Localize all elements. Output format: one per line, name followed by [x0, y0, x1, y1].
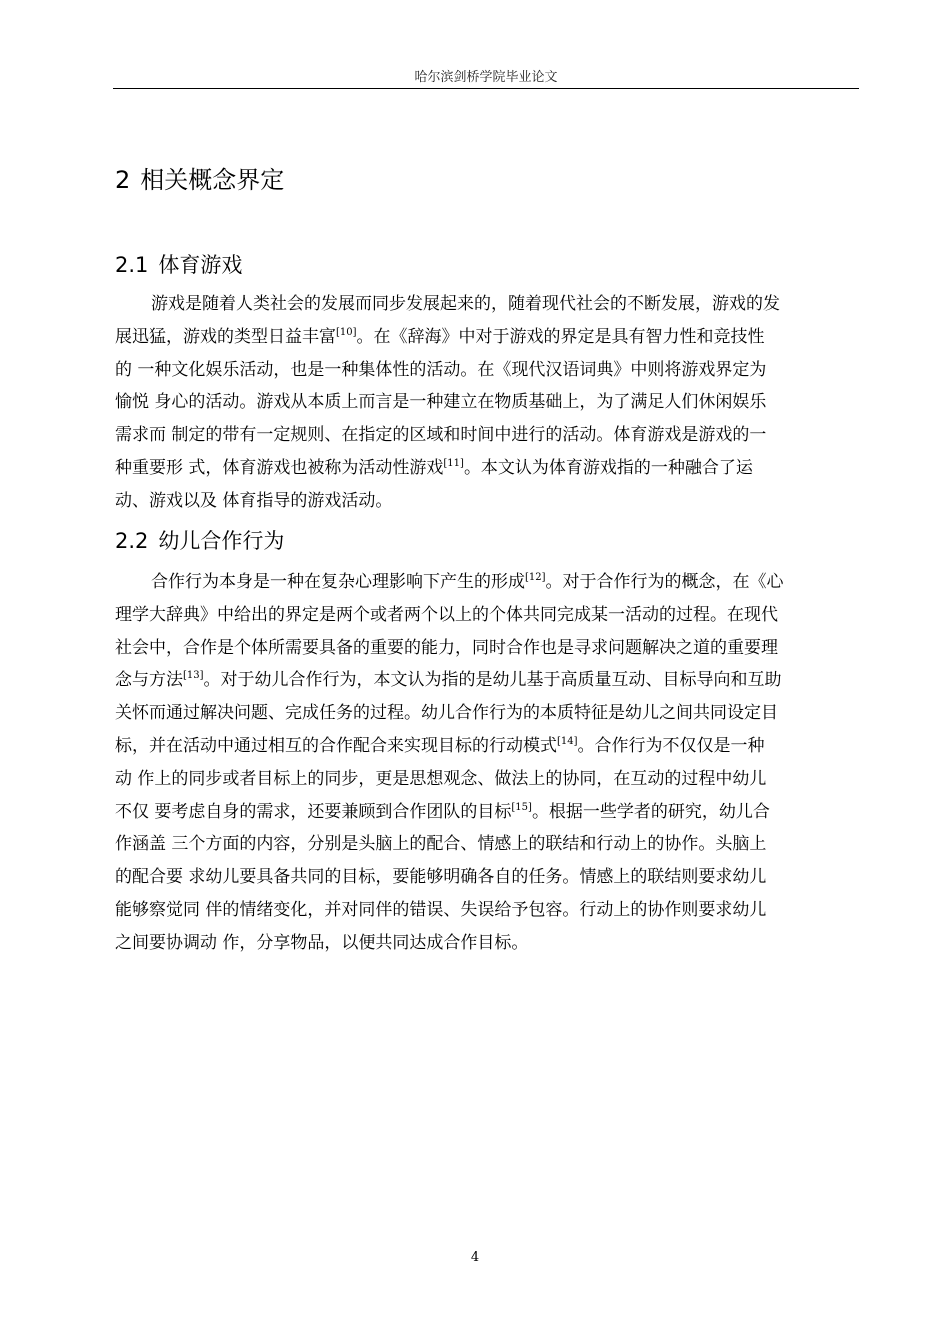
paragraph-line: 展迅猛，游戏的类型日益丰富[10]。在《辞海》中对于游戏的界定是具有智力性和竞技性	[115, 326, 765, 347]
header-divider	[113, 88, 859, 89]
section-heading-2-2	[115, 525, 284, 555]
paragraph-line: 的 一种文化娱乐活动，也是一种集体性的活动。在《现代汉语词典》中则将游戏界定为	[115, 359, 767, 380]
paragraph-line: 之间要协调动 作，分享物品，以便共同达成合作目标。	[115, 932, 529, 953]
paragraph-line: 不仅 要考虑自身的需求，还要兼顾到合作团队的目标[15]。根据一些学者的研究，幼儿合	[115, 801, 770, 822]
paragraph-line: 标，并在活动中通过相互的合作配合来实现目标的行动模式[14]。合作行为不仅仅是一种	[115, 735, 765, 756]
paragraph-line: 作涵盖 三个方面的内容，分别是头脑上的配合、情感上的联结和行动上的协作。头脑上	[115, 834, 767, 855]
paragraph-line: 需求而 制定的带有一定规则、在指定的区域和时间中进行的活动。体育游戏是游戏的一	[115, 425, 767, 446]
paragraph-line: 动 作上的同步或者目标上的同步，更是思想观念、做法上的协同，在互动的过程中幼儿	[115, 768, 767, 789]
paragraph-line: 理学大辞典》中给出的界定是两个或者两个以上的个体共同完成某一活动的过程。在现代	[115, 604, 778, 625]
paragraph-line: 游戏是随着人类社会的发展而同步发展起来的，随着现代社会的不断发展，游戏的发	[151, 294, 780, 314]
page-number: 4	[470, 1250, 480, 1265]
paragraph-line: 关怀而通过解决问题、完成任务的过程。幼儿合作行为的本质特征是幼儿之间共同设定目	[115, 703, 778, 724]
section-heading-2-1	[115, 249, 242, 279]
paragraph-line: 种重要形 式，体育游戏也被称为活动性游戏[11]。本文认为体育游戏指的一种融合了运	[115, 457, 753, 478]
running-header: 哈尔滨剑桥学院毕业论文	[414, 70, 558, 85]
paragraph-line: 能够察觉同 伴的情绪变化，并对同伴的错误、失误给予包容。行动上的协作则要求幼儿	[115, 899, 767, 920]
citation-ref: [11]	[443, 457, 464, 469]
paragraph-line: 念与方法[13]。对于幼儿合作行为，本文认为指的是幼儿基于高质量互动、目标导向和互助	[115, 670, 782, 691]
chapter-title: 相关概念界定	[140, 166, 285, 194]
paragraph-line: 动、游戏以及 体育指导的游戏活动。	[115, 490, 393, 511]
chapter-heading	[115, 160, 284, 195]
citation-ref: [13]	[183, 670, 204, 682]
section-number: 2.1	[115, 253, 149, 277]
section-2-1-paragraph	[115, 288, 860, 518]
paragraph-line: 社会中，合作是个体所需要具备的重要的能力，同时合作也是寻求问题解决之道的重要理	[115, 637, 778, 658]
paragraph-line: 合作行为本身是一种在复杂心理影响下产生的形成[12]。对于合作行为的概念，在《心	[151, 572, 784, 592]
citation-ref: [15]	[511, 801, 532, 813]
section-number: 2.2	[115, 529, 149, 553]
citation-ref: [12]	[525, 572, 546, 583]
citation-ref: [10]	[336, 326, 357, 338]
section-2-2-paragraph	[115, 566, 860, 960]
section-title: 幼儿合作行为	[158, 529, 285, 553]
paragraph-line: 愉悦 身心的活动。游戏从本质上而言是一种建立在物质基础上，为了满足人们休闲娱乐	[115, 392, 767, 413]
paragraph-line: 的配合要 求幼儿要具备共同的目标，要能够明确各自的任务。情感上的联结则要求幼儿	[115, 867, 767, 888]
citation-ref: [14]	[557, 735, 578, 747]
section-title: 体育游戏	[158, 253, 243, 277]
chapter-number: 2	[115, 166, 131, 194]
